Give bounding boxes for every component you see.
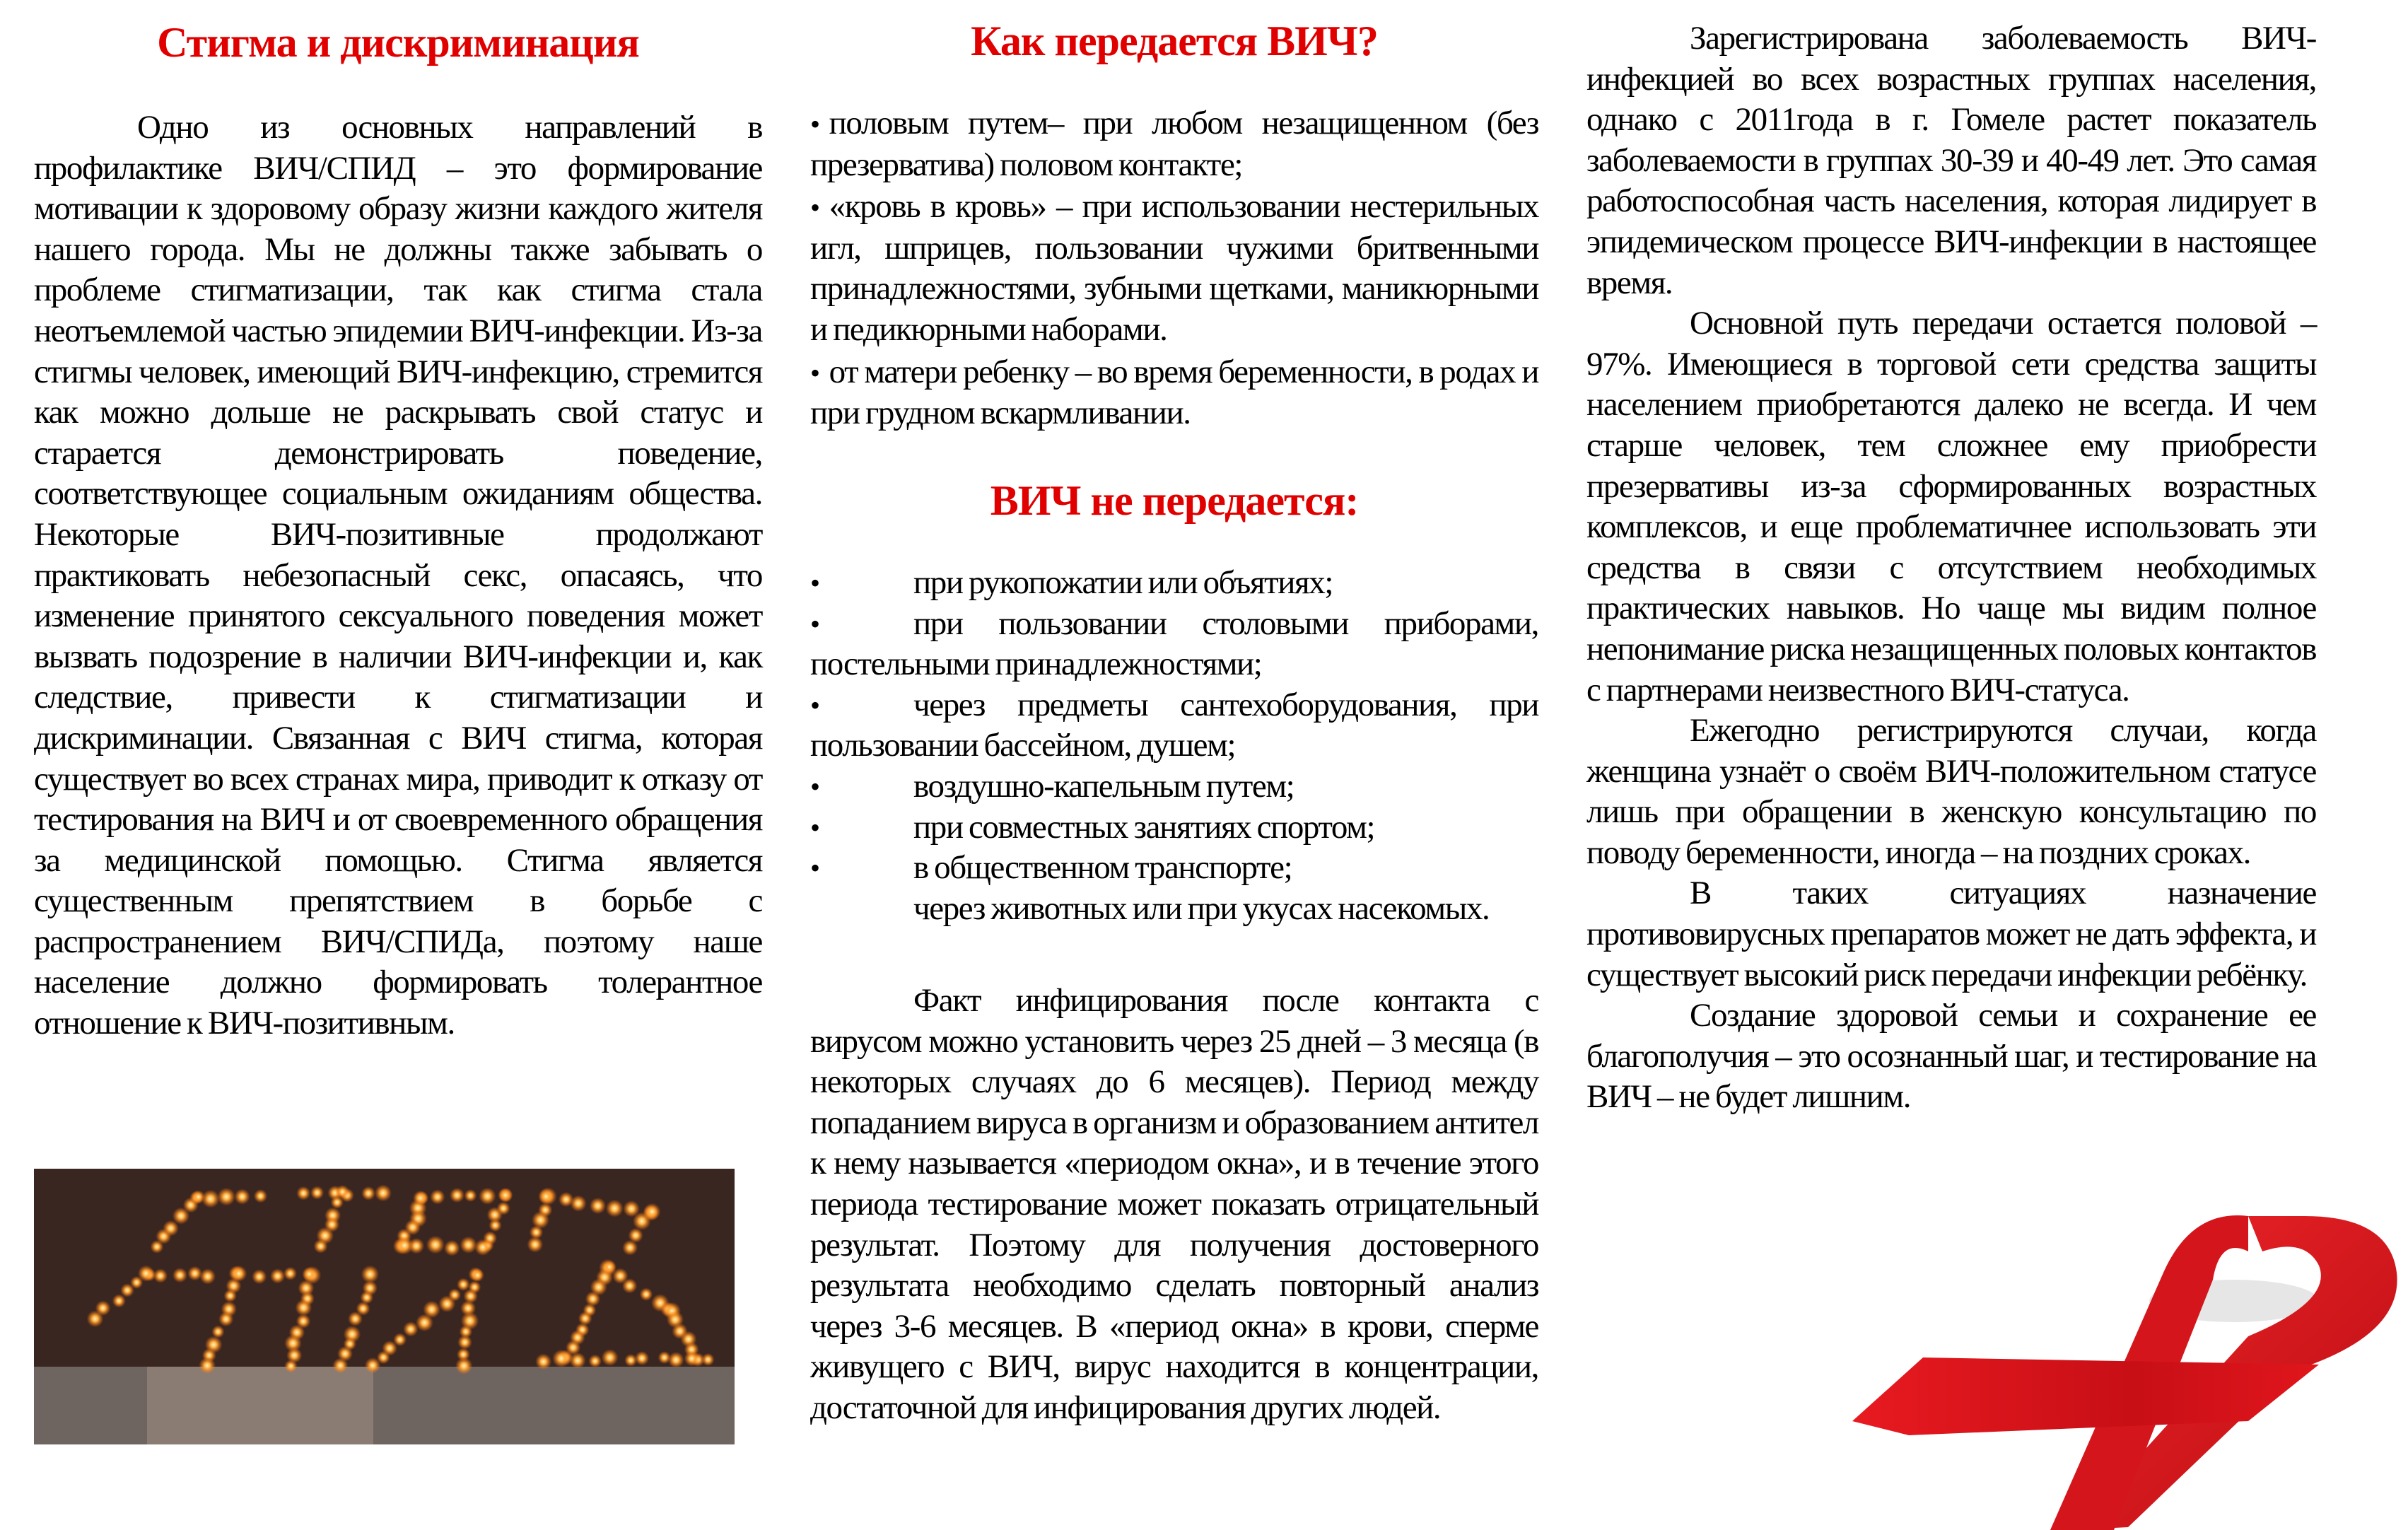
list-item: • при рукопожатии или объятиях; xyxy=(810,563,1538,604)
candle-light xyxy=(314,1239,328,1254)
candle-light xyxy=(622,1278,637,1293)
candle-light xyxy=(331,1196,344,1208)
candle-light xyxy=(668,1352,684,1368)
bullet-icon: • xyxy=(810,356,819,389)
candle-light xyxy=(606,1200,624,1217)
list-item: • воздушно-капельным путем; xyxy=(810,766,1538,807)
candle-light xyxy=(361,1186,375,1201)
bullet-icon: • xyxy=(810,607,819,640)
red-ribbon-graphic xyxy=(1796,1195,2408,1530)
candle-light xyxy=(284,1267,297,1280)
candle-light xyxy=(234,1189,250,1204)
candle-light xyxy=(270,1268,285,1283)
transmitted-list xyxy=(810,103,1538,436)
candle-light xyxy=(284,1360,298,1373)
candle-light xyxy=(223,1289,236,1302)
candle-light xyxy=(464,1189,477,1202)
candle-light xyxy=(254,1189,267,1203)
candle-light xyxy=(423,1301,440,1319)
candle-light xyxy=(483,1231,497,1245)
list-item: • «кровь в кровь» – при использовании нестерильных игл, шприцев, пользовании чужими бритвенными принадлежностями, зубными щетками, маникюрными и педикюрными наборами. xyxy=(810,188,1538,348)
red-ribbon-icon xyxy=(1796,1195,2408,1530)
list-item: • через предметы сантехоборудования, при пользовании бассейном, душем; xyxy=(810,686,1538,764)
candle-light xyxy=(302,1267,317,1282)
candle-light xyxy=(602,1349,619,1366)
window-period-paragraph: Факт инфицирования после контакта с вирусом можно установить через 25 дней – 3 месяца (в некоторых случаях до 6 месяцев). Период между попаданием вируса в организм и образованием антител к нему называется «периодом окна», и в течение этого периода тестирование может показать отрицательный результат. Поэтому для получения достоверного результата необходимо сделать повторный анализ через 3-6 месяцев. В «период окна» в крови, сперме живущего с ВИЧ, вирус находится в концентрации, достаточной для инфицирования других людей. xyxy=(810,982,1538,1426)
candles-photo-graphic xyxy=(34,1169,735,1444)
candle-light xyxy=(409,1238,425,1254)
candle-light xyxy=(393,1333,407,1346)
candle-light xyxy=(570,1353,586,1369)
not-transmitted-heading: ВИЧ не передается: xyxy=(990,477,1359,524)
candle-light xyxy=(701,1353,714,1366)
candle-light xyxy=(496,1201,510,1215)
candle-light xyxy=(138,1265,154,1281)
candle-light xyxy=(296,1300,312,1316)
transmitted-heading: Как передается ВИЧ? xyxy=(971,18,1378,64)
candle-light xyxy=(426,1236,445,1254)
list-item: • при пользовании столовыми приборами, постельными принадлежностями; xyxy=(810,605,1538,683)
bullet-icon: • xyxy=(810,689,819,721)
candles-stop-aids-photo xyxy=(34,1169,735,1444)
list-item: • половым путем– при любом незащищенном (без презерватива) половом контакте; xyxy=(810,105,1538,183)
candle-light xyxy=(450,1188,464,1203)
candle-light xyxy=(252,1269,267,1284)
paragraph-antiviral: В таких ситуациях назначение противовирусных препаратов может не дать эффекта, и существует высокий риск передачи инфекции ребёнку. xyxy=(1586,875,2316,993)
stigma-paragraph: Одно из основных направлений в профилактике ВИЧ/СПИД – это формирование мотивации к здоровому образу жизни каждого жителя нашего города. Мы не должны также забывать о проблеме стигматизации, так как стигма стала неотъемлемой частью эпидемии ВИЧ-инфекции. Из-за стигмы человек, имеющий ВИЧ-инфекцию, стремится как можно дольше не раскрывать свой статус и старается демонстрировать поведение, соответствующее социальным ожиданиям общества. Некоторые ВИЧ-позитивные продолжают практиковать небезопасный секс, опасаясь, что изменение принятого сексуального поведения может вызвать подозрение в наличии ВИЧ-инфекции и, как следствие, привести к стигматизации и дискриминации. Связанная с ВИЧ стигма, которая существует во всех странах мира, приводит к отказу от тестирования на ВИЧ и от своевременного обращения за медицинской помощью. Стигма является существенным препятствием в борьбе с распространением ВИЧ/СПИДа, поэтому наше население должно формировать толерантное отношение к ВИЧ-позитивным. xyxy=(34,109,762,1042)
candle-light xyxy=(413,1191,428,1206)
candle-light xyxy=(633,1212,651,1230)
candle-light xyxy=(218,1312,233,1326)
candle-light xyxy=(199,1357,216,1374)
candle-light xyxy=(538,1189,554,1204)
list-item: • при совместных занятиях спортом; xyxy=(810,807,1538,848)
stigma-heading: Стигма и дискриминация xyxy=(157,19,639,66)
candle-light xyxy=(187,1266,202,1281)
bullet-icon: • xyxy=(810,192,819,224)
candle-light xyxy=(552,1350,571,1368)
candle-light xyxy=(332,1357,348,1373)
candle-light xyxy=(460,1237,477,1254)
candle-light xyxy=(622,1240,638,1256)
candle-light xyxy=(444,1240,460,1256)
candle-light xyxy=(153,1268,168,1283)
bullet-icon: • xyxy=(810,567,819,599)
candle-light xyxy=(201,1190,220,1208)
bullet-icon: • xyxy=(810,852,819,884)
candle-light xyxy=(296,1186,310,1201)
candle-light xyxy=(498,1188,513,1203)
candle-light xyxy=(217,1188,235,1206)
statistics-text xyxy=(1586,18,2316,1118)
bullet-icon: • xyxy=(810,108,819,140)
candle-light xyxy=(375,1184,392,1201)
not-transmitted-list xyxy=(810,563,1538,929)
candle-light xyxy=(457,1335,472,1350)
candle-light xyxy=(348,1312,363,1326)
paragraph-healthy-family: Создание здоровой семьи и сохранение ее благополучия – это осознанный шаг, и тестирование на ВИЧ – не будет лишним. xyxy=(1586,997,2316,1116)
candle-light xyxy=(230,1266,247,1282)
candle-light xyxy=(448,1288,461,1301)
paragraph-pregnancy: Ежегодно регистрируются случаи, когда женщина узнаёт о своём ВИЧ-положительном статусе лишь при обращении в женскую консультацию по поводу беременности, иногда – на поздних сроках. xyxy=(1586,712,2316,871)
candle-light xyxy=(200,1268,216,1285)
list-item-extra: через животных или при укусах насекомых. xyxy=(913,889,1490,927)
candle-light xyxy=(684,1351,700,1367)
list-item: • в общественном транспорте; xyxy=(810,848,1538,889)
candle-light xyxy=(570,1195,586,1211)
bullet-icon: • xyxy=(810,770,819,802)
bullet-icon: • xyxy=(810,811,819,843)
candle-light xyxy=(535,1353,551,1370)
paragraph-transmission-route: Основной путь передачи остается половой – 97%. Имеющиеся в торговой сети средства защиты населением приобретаются далеко не всегда. И чем старше человек, тем сложнее ему приобрести презервативы из-за сформированных возрастных комплексов, и еще проблематичнее использовать эти средства в связи с отсутствием необходимых практических навыков. Но чаще мы видим полное непонимание риска незащищенных половых контактов с партнерами неизвестного ВИЧ-статуса. xyxy=(1586,305,2316,708)
candle-light xyxy=(430,1189,445,1204)
candle-light xyxy=(471,1268,484,1282)
candle-light xyxy=(457,1278,470,1291)
candle-light xyxy=(635,1351,649,1365)
candle-light xyxy=(455,1357,473,1375)
paragraph-incidence: Зарегистрирована заболеваемость ВИЧ-инфекцией во всех возрастных группах населения, однако с 2011года в г. Гомеле растет показатель заболеваемости в группах 30-39 и 40-49 лет. Это самая работоспособная часть населения, которая лидирует в эпидемическом процессе ВИЧ-инфекции в настоящее время. xyxy=(1586,20,2316,301)
candle-light xyxy=(479,1188,496,1205)
list-item: • от матери ребенку – во время беременности, в родах и при грудном вскармливании. xyxy=(810,353,1538,432)
candle-light xyxy=(640,1287,653,1301)
candle-light xyxy=(173,1268,187,1283)
candle-light xyxy=(310,1186,324,1199)
candle-light xyxy=(588,1355,602,1368)
candle-light xyxy=(95,1300,111,1316)
candle-light xyxy=(590,1198,606,1214)
candle-light xyxy=(527,1237,543,1253)
